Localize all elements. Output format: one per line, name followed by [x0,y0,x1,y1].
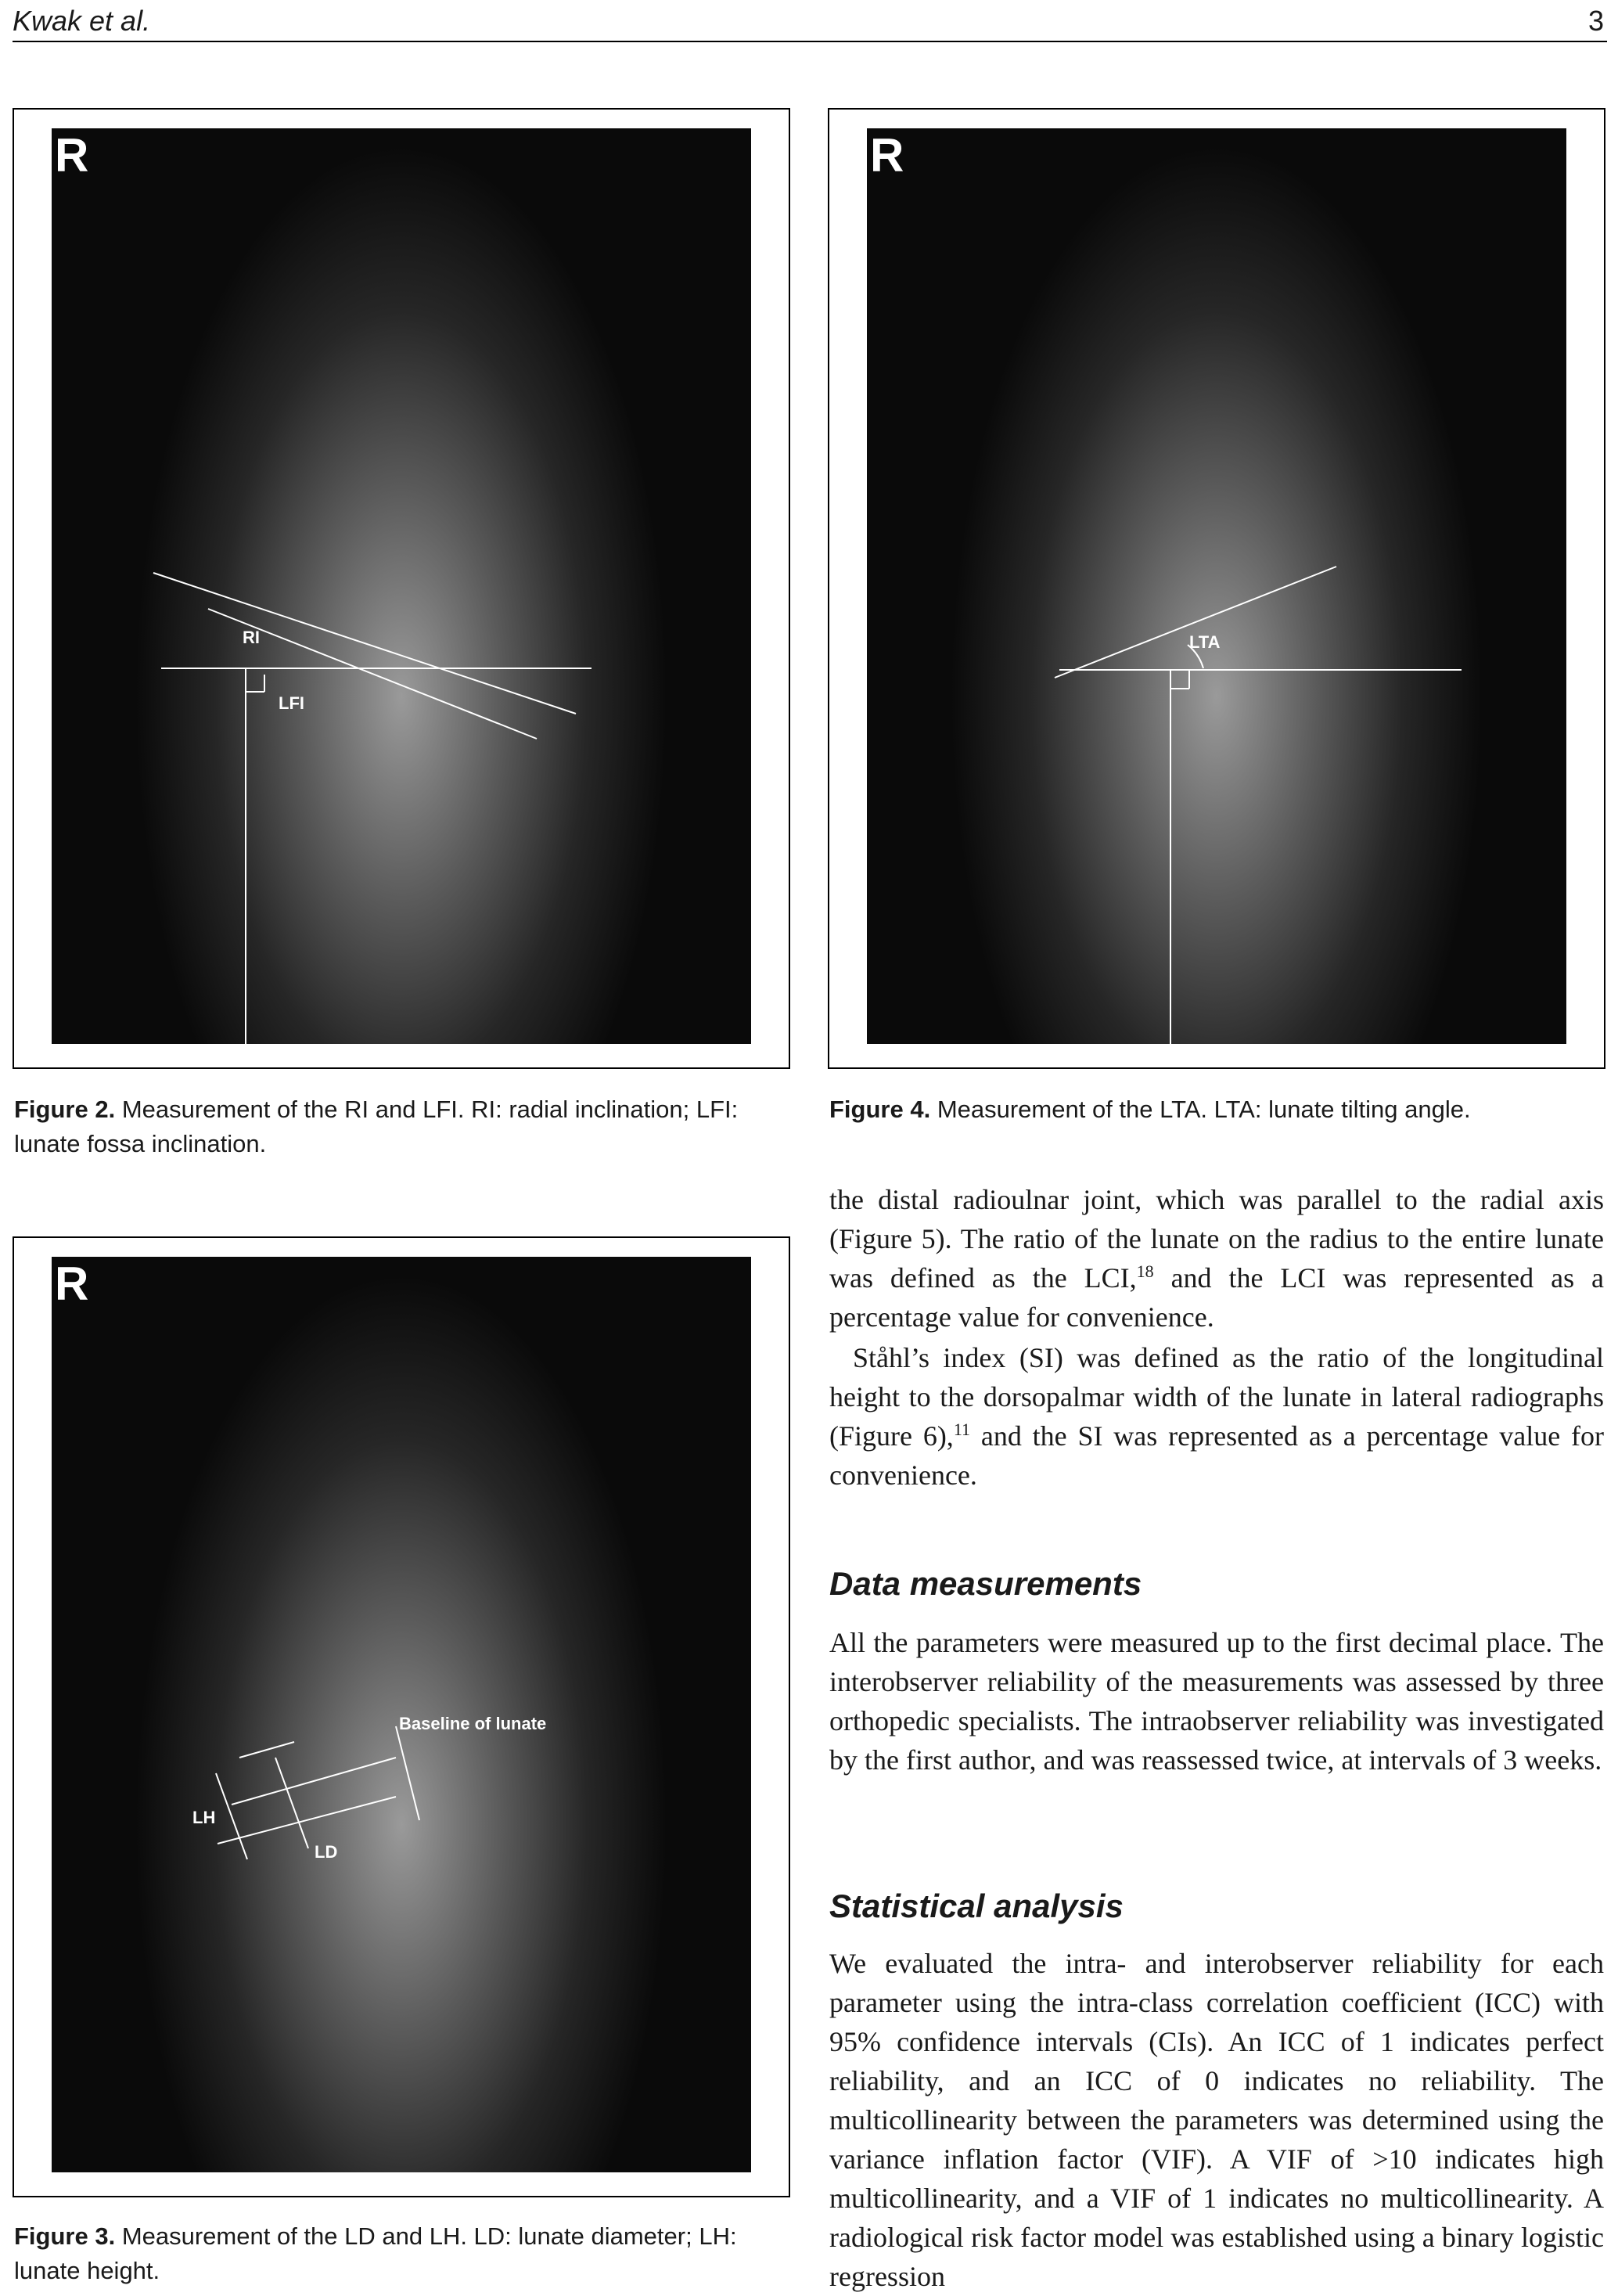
body-paragraph-1 [829,1180,1604,1337]
lh-label: LH [192,1808,216,1827]
ld-label: LD [315,1842,338,1862]
body-paragraph-2-text-b: and the SI was represented as a percentage value for convenience. [829,1420,1604,1491]
figure-3 [13,1236,790,2197]
figure-2-caption [14,1092,796,1161]
section-heading-statistical-analysis: Statistical analysis [829,1888,1124,1924]
figure-4-caption [829,1092,1604,1127]
figure-3-radiograph [52,1257,751,2172]
running-header-author: Kwak et al. [13,5,151,37]
side-marker: R [55,129,89,182]
side-marker: R [55,1258,89,1310]
citation-18: 18 [1136,1261,1154,1281]
section-heading-data-measurements: Data measurements [829,1565,1142,1602]
figure-3-caption-label: Figure 3. [14,2222,116,2250]
figure-2-measurement-lines [52,128,751,1044]
figure-4-measurement-lines [867,128,1566,1044]
body-paragraph-2 [829,1338,1604,1495]
body-paragraph-1-text-b: and the LCI was represented as a percentage value for convenience. [829,1262,1604,1333]
figure-3-caption-text: Measurement of the LD and LH. LD: lunate diameter; LH: lunate height. [14,2222,737,2284]
figure-2-caption-label: Figure 2. [14,1096,116,1123]
body-paragraph-2-text-a: Ståhl’s index (SI) was defined as the ratio of the longitudinal height to the dorsopalmar width of the lunate in lateral radiographs (Figure 6), [829,1342,1604,1452]
figure-2 [13,108,790,1069]
baseline-label: Baseline of lunate [399,1714,547,1733]
side-marker: R [870,129,904,182]
body-paragraph-1-text-a: the distal radioulnar joint, which was parallel to the radial axis (Figure 5). The ratio of the lunate on the radius to the entire lunate was defined as the LCI, [829,1184,1604,1294]
citation-11: 11 [953,1420,970,1439]
lta-label: LTA [1189,632,1221,652]
figure-3-caption [14,2219,796,2288]
figure-2-radiograph [52,128,751,1044]
figure-2-caption-text: Measurement of the RI and LFI. RI: radial inclination; LFI: lunate fossa inclination. [14,1096,739,1157]
lfi-label: LFI [279,693,304,713]
ri-label: RI [243,628,260,647]
page-number: 3 [1587,5,1604,37]
figure-4-radiograph [867,128,1566,1044]
section-text-statistical-analysis: We evaluated the intra- and interobserver reliability for each parameter using the intra-class correlation coefficient (ICC) with 95% confidence intervals (CIs). An ICC of 1 indicates perfect reliability, and an ICC of 0 indicates no reliability. The multicollinearity between the parameters was determined using the variance inflation factor (VIF). A VIF of >10 indicates high multicollinearity, and a VIF of 1 indicates no multicollinearity. A radiological risk factor model was established using a binary logistic regression [829,1948,1604,2292]
figure-4 [828,108,1605,1069]
figure-4-caption-label: Figure 4. [829,1096,931,1123]
header-rule [13,41,1607,42]
figure-4-caption-text: Measurement of the LTA. LTA: lunate tilting angle. [930,1096,1471,1123]
section-text-data-measurements: All the parameters were measured up to the first decimal place. The interobserver reliability of the measurements was assessed by three orthopedic specialists. The intraobserver reliability was investigated by the first author, and was reassessed twice, at intervals of 3 weeks. [829,1627,1604,1776]
